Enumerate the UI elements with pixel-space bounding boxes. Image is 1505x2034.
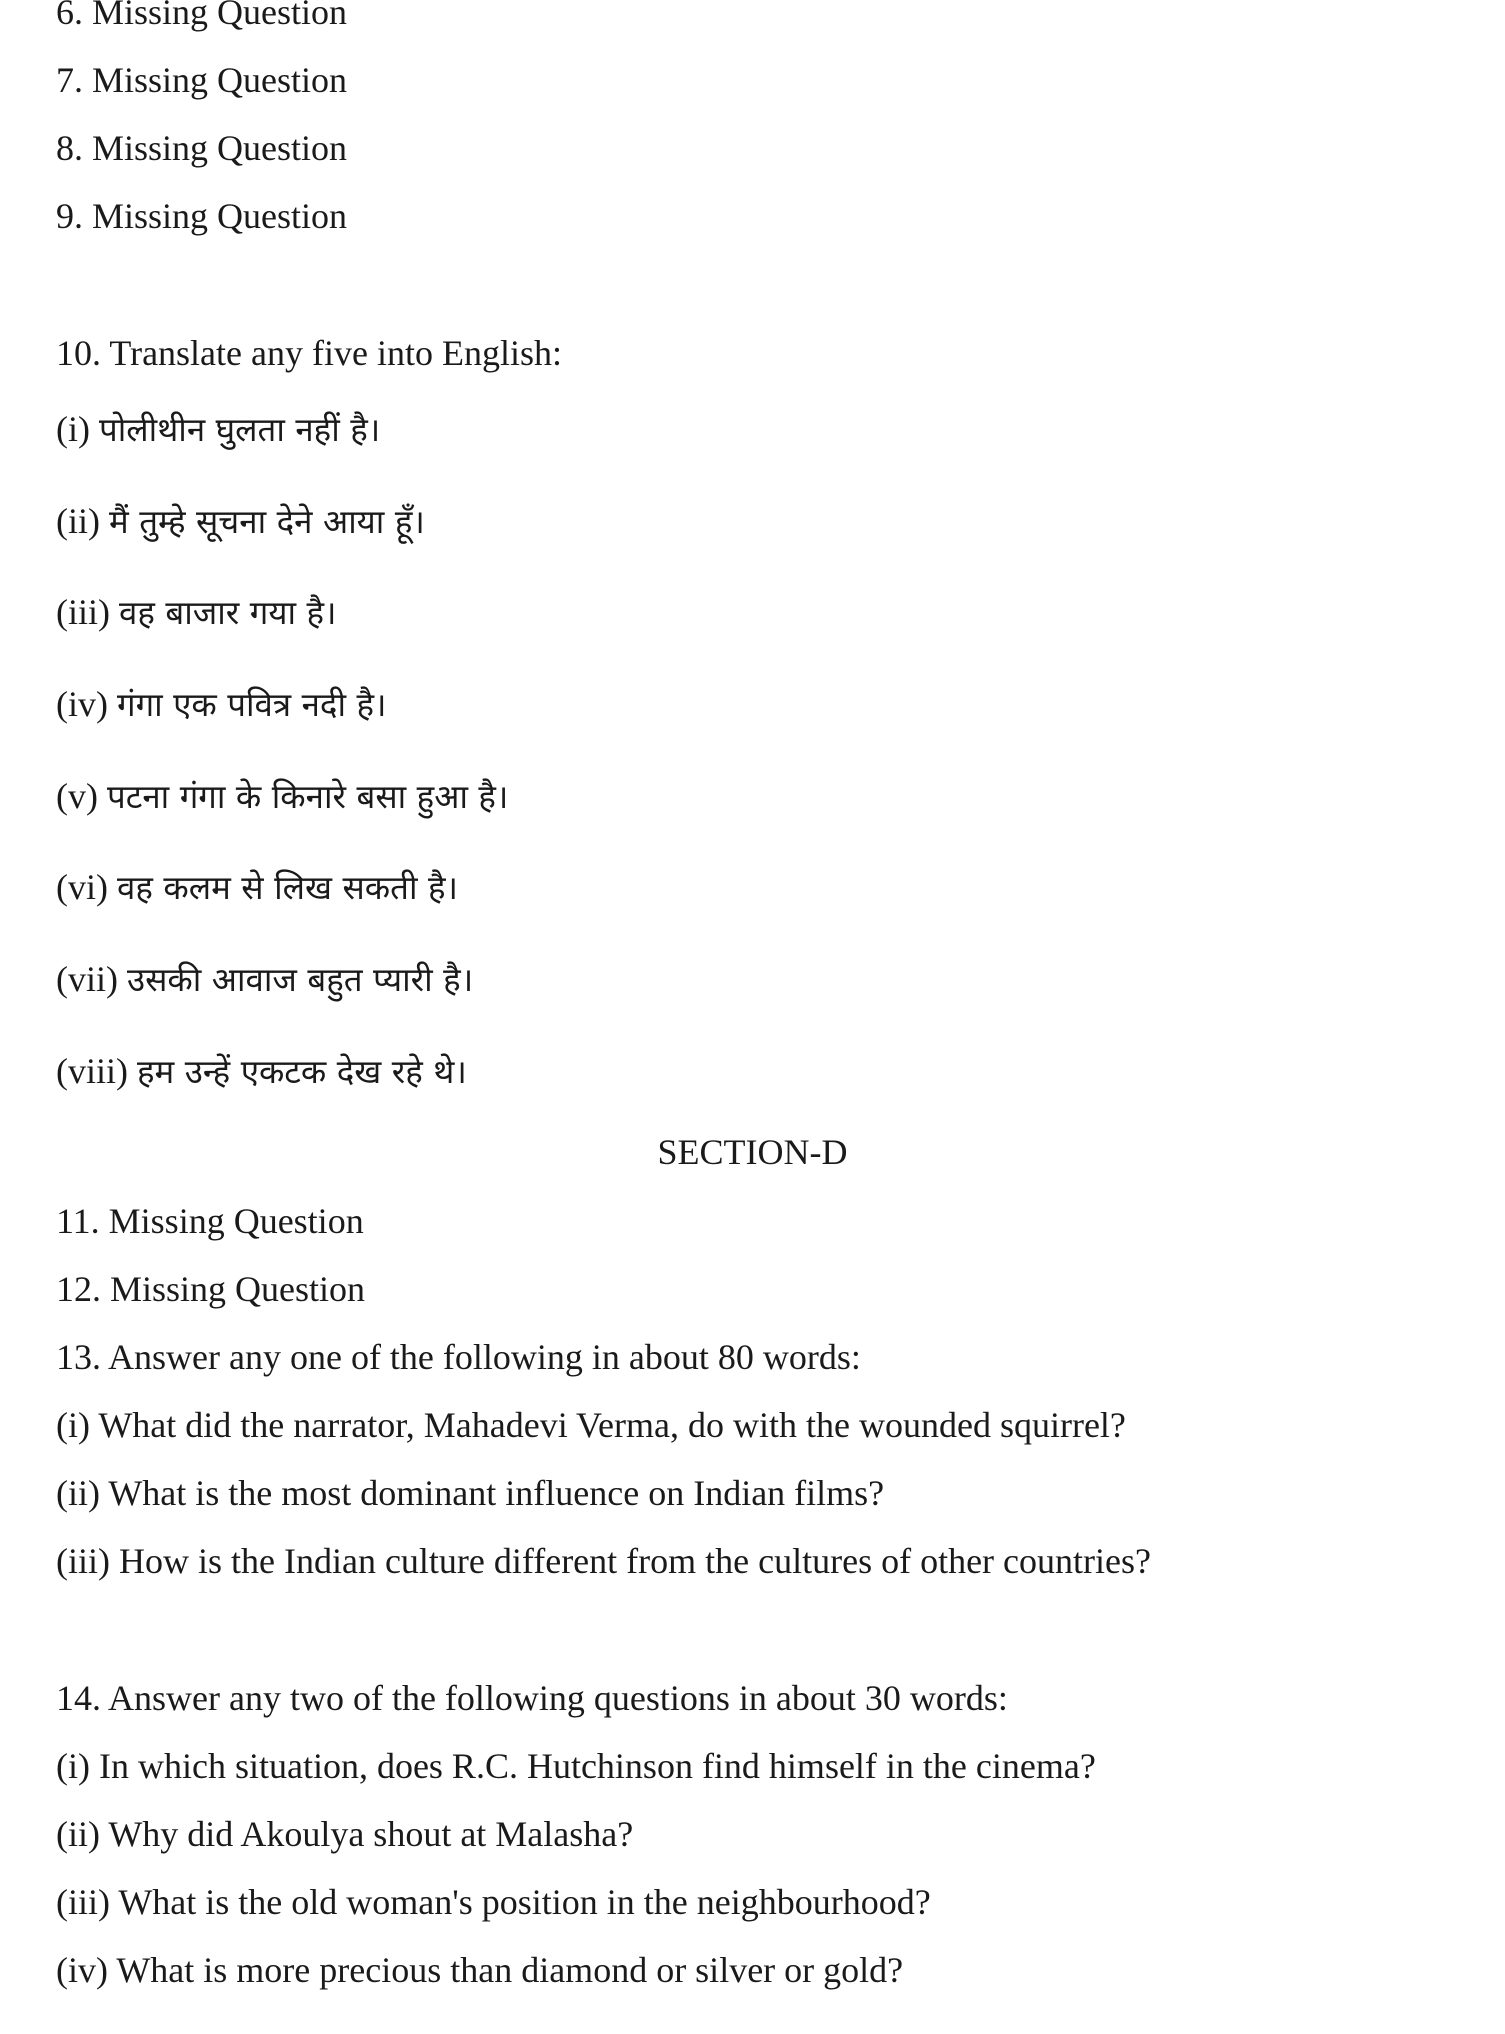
question-9: 9. Missing Question: [56, 196, 348, 236]
item-number: (iv): [56, 684, 108, 724]
q10-item-8: [56, 1049, 467, 1094]
q13-item-2: (ii) What is the most dominant influence on Indian films?: [56, 1473, 885, 1513]
item-number: (vii): [56, 959, 118, 999]
hindi-sentence: हम उन्हें एकटक देख रहे थे।: [136, 1052, 467, 1091]
q13-item-3: (iii) How is the Indian culture different from the cultures of other countries?: [56, 1541, 1151, 1581]
question-12: 12. Missing Question: [56, 1269, 366, 1309]
question-13-title: 13. Answer any one of the following in about 80 words:: [56, 1337, 861, 1377]
q14-item-4: (iv) What is more precious than diamond or silver or gold?: [56, 1950, 904, 1990]
q14-item-2: (ii) Why did Akoulya shout at Malasha?: [56, 1814, 634, 1854]
item-number: (i): [56, 409, 90, 449]
q10-item-1: [56, 407, 380, 452]
question-11: 11. Missing Question: [56, 1201, 364, 1241]
section-d-heading: SECTION-D: [657, 1132, 848, 1172]
hindi-sentence: गंगा एक पवित्र नदी है।: [116, 685, 387, 724]
item-number: (ii): [56, 501, 100, 541]
q13-item-1: (i) What did the narrator, Mahadevi Verma, do with the wounded squirrel?: [56, 1405, 1126, 1445]
hindi-sentence: वह बाजार गया है।: [118, 593, 337, 632]
hindi-sentence: उसकी आवाज बहुत प्यारी है।: [126, 960, 474, 999]
question-6: 6. Missing Question: [56, 0, 348, 32]
hindi-sentence: पोलीथीन घुलता नहीं है।: [98, 410, 381, 449]
hindi-sentence: पटना गंगा के किनारे बसा हुआ है।: [106, 777, 509, 816]
q10-item-7: [56, 957, 473, 1002]
item-number: (v): [56, 776, 98, 816]
q10-item-6: [56, 865, 458, 910]
question-14-title: 14. Answer any two of the following questions in about 30 words:: [56, 1678, 1008, 1718]
q10-item-5: [56, 774, 508, 819]
question-10-title: 10. Translate any five into English:: [56, 333, 562, 373]
hindi-sentence: वह कलम से लिख सकती है।: [116, 868, 459, 907]
q10-item-3: [56, 590, 337, 635]
q14-item-3: (iii) What is the old woman's position in the neighbourhood?: [56, 1882, 931, 1922]
question-7: 7. Missing Question: [56, 60, 348, 100]
hindi-sentence: मैं तुम्हे सूचना देने आया हूँ।: [108, 502, 425, 541]
item-number: (viii): [56, 1051, 128, 1091]
item-number: (iii): [56, 592, 110, 632]
q10-item-4: [56, 682, 387, 727]
q14-item-1: (i) In which situation, does R.C. Hutchinson find himself in the cinema?: [56, 1746, 1096, 1786]
item-number: (vi): [56, 867, 108, 907]
question-8: 8. Missing Question: [56, 128, 348, 168]
q10-item-2: [56, 499, 425, 544]
